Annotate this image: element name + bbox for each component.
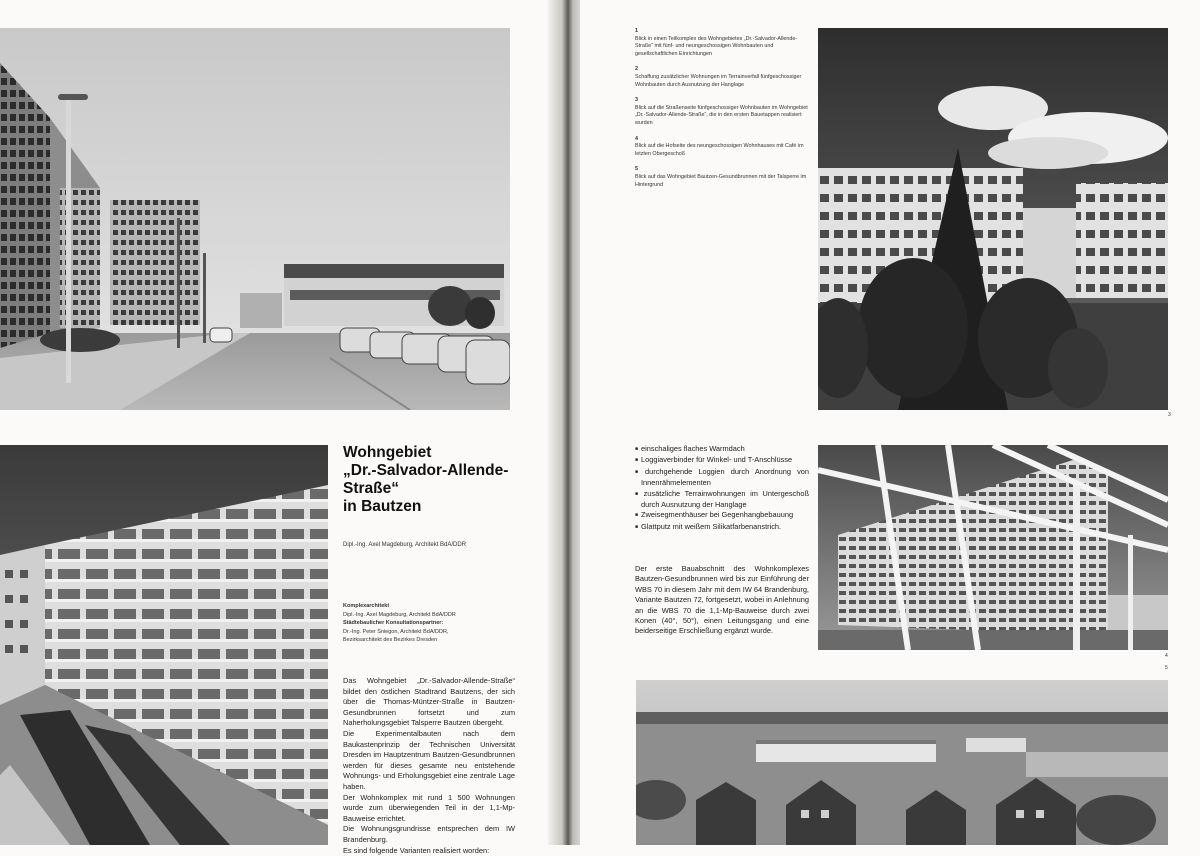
- photo-pergola-building: [818, 445, 1168, 650]
- feature-item: ■ durchgehende Loggien durch Anordnung von Innenrähmelementen: [635, 467, 809, 489]
- caption-5: [635, 166, 811, 189]
- photo-buildings-trees: [818, 28, 1168, 410]
- article-body: [343, 676, 515, 856]
- body-paragraph: Der Wohnkomplex mit rund 1 500 Wohnungen wurde zum überwiegenden Teil in der 1,1-Mp-Bauweise errichtet.: [343, 793, 515, 825]
- credit-name: Dr.-Ing. Peter Sniegon, Architekt BdA/DDR,: [343, 628, 533, 637]
- feature-item: ■ zusätzliche Terrainwohnungen im Untergeschoß durch Ausnutzung der Hanglage: [635, 489, 809, 511]
- photo-captions: [635, 28, 811, 197]
- article-title: [343, 444, 533, 516]
- title-line-4: in Bautzen: [343, 498, 421, 515]
- credit-name: Bezirksarchitekt des Bezirkes Dresden: [343, 636, 533, 645]
- credit-name: Dipl.-Ing. Axel Magdeburg, Architekt BdA/DDR: [343, 611, 533, 620]
- credit-role: Städtebaulicher Konsultationspartner:: [343, 619, 533, 628]
- credits: [343, 602, 533, 645]
- caption-number: 5: [635, 166, 811, 174]
- feature-item: ■ Glattputz mit weißem Silikatfarbenanstrich.: [635, 522, 809, 533]
- feature-item: ■ Zweisegmenthäuser bei Gegenhangbebauung: [635, 510, 809, 521]
- caption-number: 1: [635, 28, 811, 36]
- photo-street-view: [0, 28, 510, 410]
- title-line-3: Straße“: [343, 480, 399, 497]
- caption-4: [635, 136, 811, 159]
- caption-text: Blick in einen Teilkomplex des Wohngebietes „Dr.-Salvador-Allende-Straße“ mit fünf- und neungeschossigen Wohnbauten und gesellschaftlichen Einrichtungen: [635, 36, 797, 57]
- caption-3: [635, 97, 811, 127]
- caption-2: [635, 66, 811, 89]
- photo-number-4: 4: [1165, 653, 1168, 659]
- caption-text: Blick auf die Hofseite des neungeschossigen Wohnhauses mit Café im letzten Obergeschoß: [635, 143, 804, 157]
- caption-text: Blick auf das Wohngebiet Bautzen-Gesundbrunnen mit der Talsperre im Hintergrund: [635, 174, 806, 188]
- left-page: [0, 0, 560, 845]
- right-body-text: Der erste Bauabschnitt des Wohnkomplexes Bautzen-Gesundbrunnen wird bis zur Einführung der WBS 70 in diesem Jahr mit dem IW 64 Brandenburg, Variante Bautzen 72, fortgesetzt, wobei in Anlehnung an die WBS 70 die 1,1-Mp-Bauweise durch zwei Konen (40°, 50°), einen Leitungsgang und eine beiderseitige Erschließung ergänzt wurde.: [635, 564, 809, 637]
- title-line-1: Wohngebiet: [343, 444, 431, 461]
- photo-loggia-building: [0, 445, 328, 845]
- byline: Dipl.-Ing. Axel Magdeburg, Architekt BdA/DDR: [343, 542, 533, 548]
- caption-number: 2: [635, 66, 811, 74]
- title-line-2: „Dr.-Salvador-Allende-: [343, 462, 508, 479]
- body-paragraph: Das Wohngebiet „Dr.-Salvador-Allende-Straße“ bildet den östlichen Stadtrand Bautzens, der sich über die Thomas-Müntzer-Straße in Bautzen-Gesundbrunnen fortsetzt und zum Naherholungsgebiet Talsperre Bautzen übergeht.: [343, 676, 515, 729]
- feature-item: ■ Loggiaverbinder für Winkel- und T-Anschlüsse: [635, 455, 809, 466]
- photo-number-5: 5: [1165, 665, 1168, 671]
- feature-item: ■ einschaliges flaches Warmdach: [635, 444, 809, 455]
- body-paragraph: Die Wohnungsgrundrisse entsprechen dem IW Brandenburg.: [343, 824, 515, 845]
- credit-role: Komplexarchitekt: [343, 602, 533, 611]
- caption-text: Schaffung zusätzlicher Wohnungen im Terrainverfall fünfgeschossiger Wohnbauten durch Ausnutzung der Hanglage: [635, 74, 801, 88]
- body-paragraph: Die Experimentalbauten nach dem Baukastenprinzip der Technischen Universität Dresden im Hauptzentrum Bautzen-Gesundbrunnen werden für dieses gesamte neu entstehende Wohnungs- und Erholungsgebiet eine zentrale Lage haben.: [343, 729, 515, 793]
- caption-text: Blick auf die Straßenseite fünfgeschossiger Wohnbauten im Wohngebiet „Dr.-Salvador-Allende-Straße“, die in den ersten Bauetappen realisiert wurden: [635, 105, 808, 126]
- photo-number-3: 3: [1168, 412, 1171, 418]
- caption-1: [635, 28, 811, 58]
- body-paragraph: Es sind folgende Varianten realisiert worden:: [343, 846, 515, 856]
- feature-list: [635, 444, 809, 533]
- caption-number: 4: [635, 136, 811, 144]
- caption-number: 3: [635, 97, 811, 105]
- photo-aerial-view: [636, 680, 1168, 845]
